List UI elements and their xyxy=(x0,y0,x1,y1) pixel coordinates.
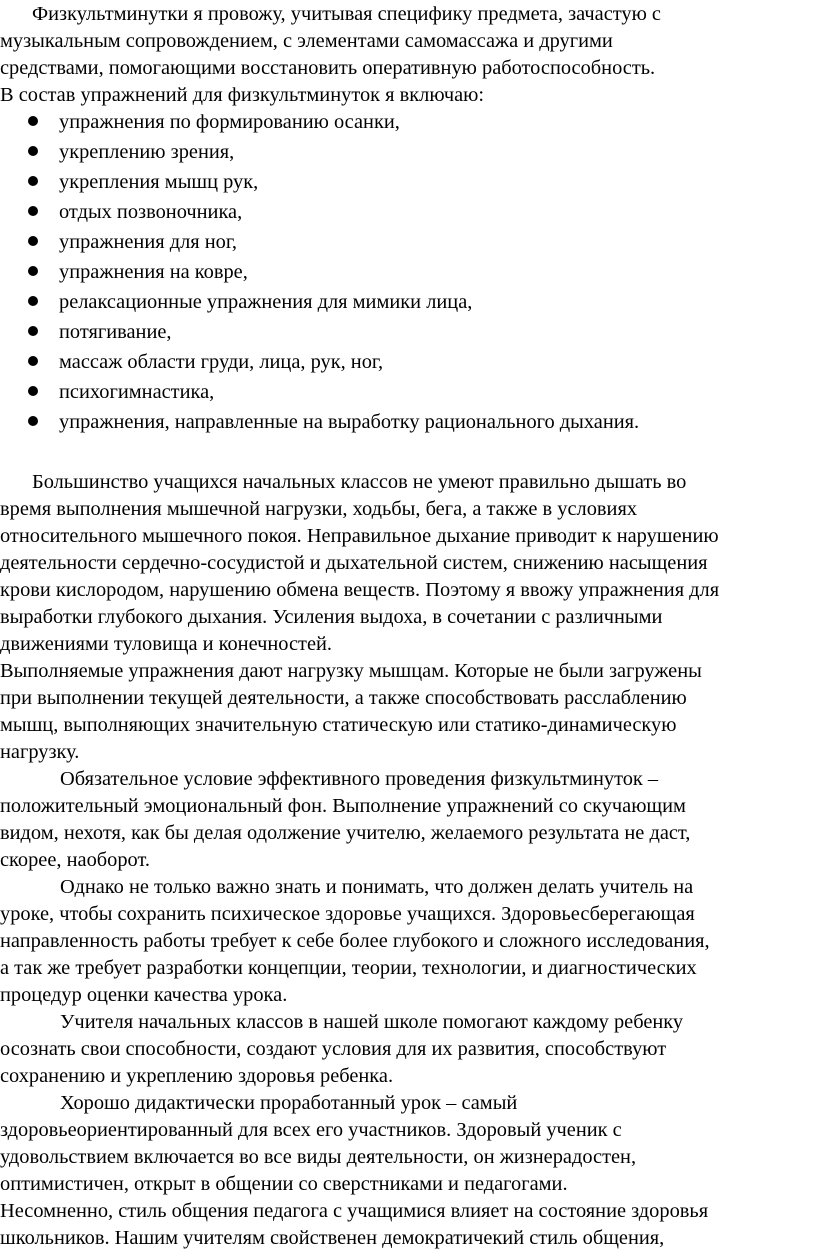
bullet-icon xyxy=(28,386,38,396)
body-line: скорее, наоборот. xyxy=(0,849,150,871)
list-item: отдых позвоночника, xyxy=(59,201,243,223)
body-line: время выполнения мышечной нагрузки, ходьбы, бега, а также в условиях xyxy=(0,498,638,520)
body-line: Учителя начальных классов в нашей школе помогают каждому ребенку xyxy=(60,1011,684,1033)
intro-line-2: музыкальным сопровождением, с элементами самомассажа и другими xyxy=(0,30,613,52)
list-item: упражнения для ног, xyxy=(59,231,237,253)
bullet-icon xyxy=(28,266,38,276)
body-line: Выполняемые упражнения дают нагрузку мышцам. Которые не были загружены xyxy=(0,660,702,682)
body-line: Хорошо дидактически проработанный урок – самый xyxy=(60,1092,518,1114)
body-line: удовольствием включается во все виды деятельности, он жизнерадостен, xyxy=(0,1146,637,1168)
bullet-icon xyxy=(28,206,38,216)
body-line: деятельности сердечно-сосудистой и дыхательной систем, снижению насыщения xyxy=(0,552,708,574)
body-line: Большинство учащихся начальных классов не умеют правильно дышать во xyxy=(32,471,687,493)
body-line: крови кислородом, нарушению обмена веществ. Поэтому я ввожу упражнения для xyxy=(0,579,720,601)
bullet-icon xyxy=(28,116,38,126)
intro-line-3: средствами, помогающими восстановить оперативную работоспособность. xyxy=(0,57,656,79)
body-line: видом, нехотя, как бы делая одолжение учителю, желаемого результата не даст, xyxy=(0,822,691,844)
body-line: относительного мышечного покоя. Неправильное дыхание приводит к нарушению xyxy=(0,525,719,547)
body-line: здоровьеориентированный для всех его участников. Здоровый ученик с xyxy=(0,1119,622,1141)
bullet-icon xyxy=(28,326,38,336)
bullet-icon xyxy=(28,176,38,186)
body-line: оптимистичен, открыт в общении со сверстниками и педагогами. xyxy=(0,1173,568,1195)
body-line: Несомненно, стиль общения педагога с учащимися влияет на состояние здоровья xyxy=(0,1200,709,1222)
body-line: движениями туловища и конечностей. xyxy=(0,633,333,655)
bullet-icon xyxy=(28,416,38,426)
body-line: школьников. Нашим учителям свойственен демократичекий стиль общения, xyxy=(0,1227,665,1249)
list-item: упражнения, направленные на выработку рационального дыхания. xyxy=(59,411,640,433)
body-line: при выполнении текущей деятельности, а также способствовать расслаблению xyxy=(0,687,687,709)
body-line: Обязательное условие эффективного проведения физкультминуток – xyxy=(60,768,659,790)
list-item: массаж области груди, лица, рук, ног, xyxy=(59,351,384,373)
list-item: психогимнастика, xyxy=(59,381,215,403)
intro-line-1: Физкультминутки я провожу, учитывая специфику предмета, зачастую с xyxy=(32,3,661,25)
body-line: направленность работы требует к себе более глубокого и сложного исследования, xyxy=(0,930,710,952)
list-item: укрепления мышц рук, xyxy=(59,171,259,193)
list-item: упражнения по формированию осанки, xyxy=(59,111,400,133)
bullet-icon xyxy=(28,356,38,366)
body-line: процедур оценки качества урока. xyxy=(0,984,288,1006)
intro-line-4: В состав упражнений для физкультминуток я включаю: xyxy=(0,84,485,106)
body-line: а так же требует разработки концепции, теории, технологии, и диагностических xyxy=(0,957,697,979)
body-line: мышц, выполняющих значительную статическую или статико-динамическую xyxy=(0,714,677,736)
body-line: Однако не только важно знать и понимать, что должен делать учитель на xyxy=(60,876,694,898)
body-line: уроке, чтобы сохранить психическое здоровье учащихся. Здоровьесберегающая xyxy=(0,903,695,925)
bullet-icon xyxy=(28,146,38,156)
list-item: потягивание, xyxy=(59,321,172,343)
body-line: сохранению и укреплению здоровья ребенка. xyxy=(0,1065,394,1087)
list-item: упражнения на ковре, xyxy=(59,261,248,283)
bullet-icon xyxy=(28,236,38,246)
body-line: осознать свои способности, создают условия для их развития, способствуют xyxy=(0,1038,667,1060)
body-line: положительный эмоциональный фон. Выполнение упражнений со скучающим xyxy=(0,795,686,817)
list-item: релаксационные упражнения для мимики лица, xyxy=(59,291,473,313)
list-item: укреплению зрения, xyxy=(59,141,235,163)
bullet-icon xyxy=(28,296,38,306)
body-line: выработки глубокого дыхания. Усиления выдоха, в сочетании с различными xyxy=(0,606,663,628)
body-line: нагрузку. xyxy=(0,741,80,763)
